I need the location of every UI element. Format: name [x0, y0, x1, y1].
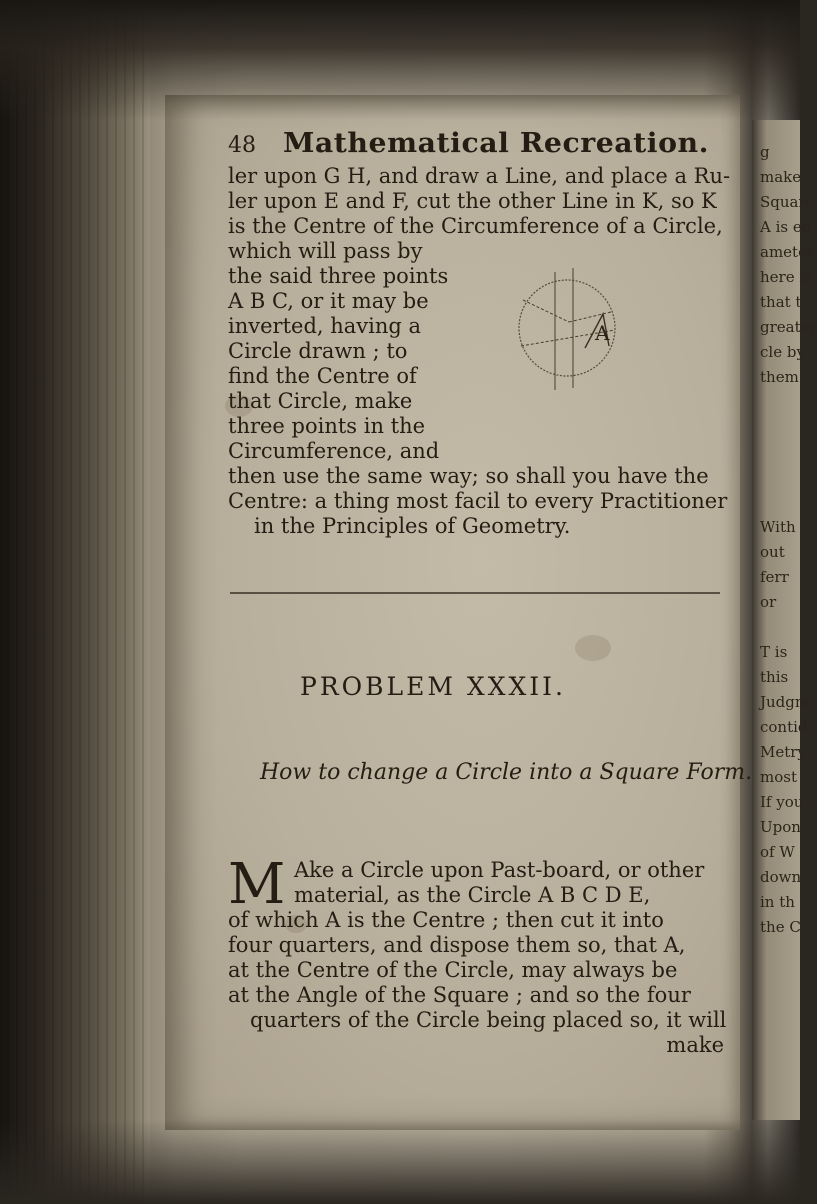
catchword: make	[666, 1033, 724, 1057]
facing-fragment: A is eq	[760, 218, 812, 236]
text-line: Centre: a thing most facil to every Practitioner	[228, 489, 728, 513]
circle-diagram	[515, 250, 625, 400]
running-title: Mathematical Recreation.	[283, 128, 710, 159]
facing-fragment: this	[760, 668, 789, 686]
facing-fragment	[760, 490, 800, 515]
facing-fragment: cle by	[760, 343, 805, 361]
facing-fragment: here is	[760, 268, 812, 286]
text-line: inverted, having a	[228, 314, 422, 338]
paper-stain	[575, 635, 611, 661]
facing-fragment	[760, 465, 800, 490]
top-shadow	[0, 0, 800, 120]
facing-fragment: If you	[760, 793, 804, 811]
diagram-label-a: A	[595, 321, 610, 345]
text-line: the said three points	[228, 264, 449, 288]
text-line: Ake a Circle upon Past-board, or other	[294, 858, 705, 882]
facing-fragment: make	[760, 168, 802, 186]
text-line: Circle drawn ; to	[228, 339, 408, 363]
text-line: at the Angle of the Square ; and so the four	[228, 983, 691, 1007]
page-number: 48	[228, 133, 256, 158]
facing-fragment: out	[760, 543, 785, 561]
facing-page-text	[760, 140, 817, 940]
facing-fragment: them	[760, 368, 799, 386]
text-line: four quarters, and dispose them so, that A,	[228, 933, 686, 957]
problem-subtitle: How to change a Circle into a Square Form.	[260, 760, 753, 785]
facing-fragment: of W	[760, 843, 795, 861]
facing-fragment: Metry	[760, 743, 806, 761]
text-line: find the Centre of	[228, 364, 417, 388]
facing-fragment: g	[760, 143, 770, 161]
drop-cap: M	[228, 852, 286, 917]
facing-fragment: With	[760, 518, 796, 536]
facing-fragment: most	[760, 768, 797, 786]
facing-fragment: in th	[760, 893, 795, 911]
facing-fragment: that t	[760, 293, 802, 311]
facing-fragment: greater	[760, 318, 817, 336]
running-header	[228, 128, 728, 164]
text-line: in the Principles of Geometry.	[254, 514, 571, 538]
problem-paragraph	[228, 852, 728, 1058]
facing-fragment: down	[760, 868, 802, 886]
bottom-shadow	[0, 1120, 800, 1204]
facing-fragment: T is	[760, 643, 788, 661]
text-line: is the Centre of the Circumference of a Circle,	[228, 214, 723, 238]
text-line: then use the same way; so shall you have the	[228, 464, 709, 488]
facing-fragment: or	[760, 593, 777, 611]
text-line: three points in the	[228, 414, 426, 438]
text-line: quarters of the Circle being placed so, it will	[250, 1008, 727, 1032]
top-text-block	[228, 128, 731, 539]
facing-fragment: contid	[760, 718, 808, 736]
facing-fragment: ferr	[760, 568, 789, 586]
facing-fragment: Judgm	[760, 693, 810, 711]
problem-title: PROBLEM XXXII.	[300, 672, 566, 701]
text-line: ler upon E and F, cut the other Line in K, so K	[228, 189, 717, 213]
facing-fragment	[760, 440, 800, 465]
text-line: ler upon G H, and draw a Line, and place a Ru-	[228, 164, 731, 188]
facing-fragment	[760, 390, 800, 415]
section-divider	[230, 592, 720, 594]
facing-fragment: Upon	[760, 818, 801, 836]
text-line: of which A is the Centre ; then cut it into	[228, 908, 664, 932]
facing-fragment: ameter	[760, 243, 815, 261]
text-line: material, as the Circle A B C D E,	[294, 883, 651, 907]
text-line: at the Centre of the Circle, may always be	[228, 958, 678, 982]
facing-fragment	[760, 615, 800, 640]
facing-fragment: the C	[760, 918, 801, 936]
text-line: which will pass by	[228, 239, 423, 263]
text-line: A B C, or it may be	[228, 289, 429, 313]
facing-fragment: Square	[760, 193, 815, 211]
text-line: that Circle, make	[228, 389, 413, 413]
left-book-edge	[0, 0, 150, 1204]
diagram-line	[523, 300, 569, 322]
facing-fragment	[760, 415, 800, 440]
text-line: Circumference, and	[228, 439, 440, 463]
